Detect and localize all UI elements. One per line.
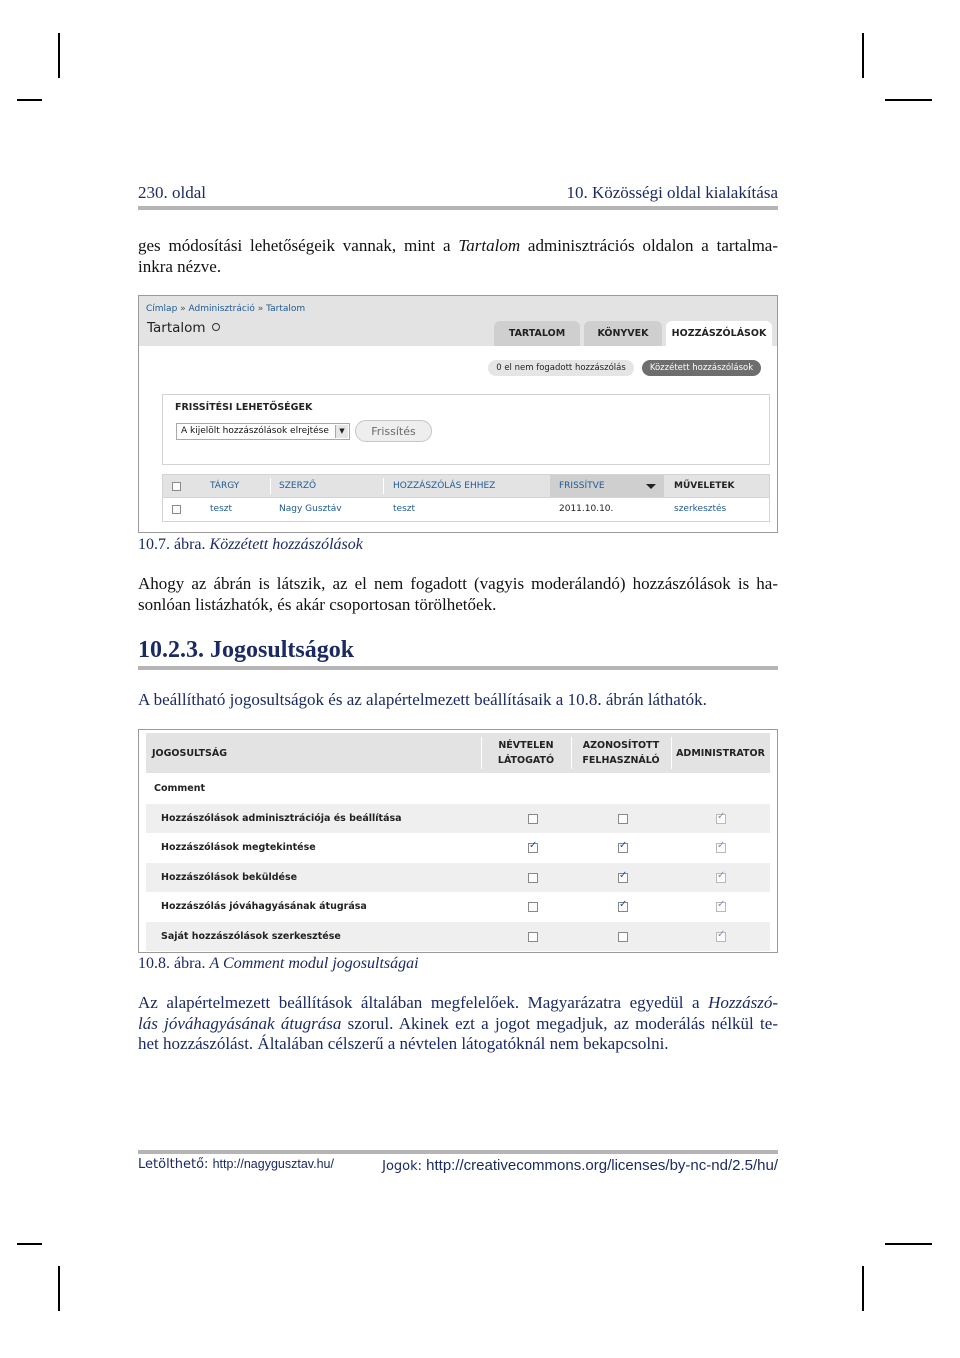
page-title-text: Tartalom <box>147 320 206 336</box>
anonymous-checkbox[interactable] <box>528 873 538 883</box>
crop-mark <box>58 1266 60 1311</box>
administrator-checkbox <box>716 932 726 942</box>
subtab-unapproved-comments[interactable]: 0 el nem fogadott hozzászólás <box>488 360 634 376</box>
text: inkra nézve. <box>138 256 222 276</box>
header-line: NÉVTELEN <box>498 740 554 751</box>
breadcrumb-admin[interactable]: Adminisztráció <box>188 304 255 314</box>
permission-label: Hozzászólások megtekintése <box>161 842 316 853</box>
text: szorul. Akinek ezt a jogot megadjuk, az moderálás nélkül te- <box>341 1013 778 1033</box>
caption-number: 10.8. ábra. <box>138 955 206 972</box>
administrator-checkbox <box>716 843 726 853</box>
header-rule <box>138 206 778 210</box>
permission-label: Hozzászólások beküldése <box>161 871 298 883</box>
permission-row <box>146 892 770 922</box>
section-rule <box>138 666 778 670</box>
crop-mark <box>885 99 932 101</box>
administrator-checkbox <box>716 902 726 912</box>
crop-mark <box>862 1266 864 1311</box>
module-row <box>146 774 770 804</box>
permissions-screenshot <box>138 729 778 953</box>
figure2-caption <box>138 955 419 973</box>
footer-rule <box>138 1150 778 1154</box>
download-link[interactable]: http://nagygusztav.hu/ <box>212 1157 334 1171</box>
rights-label: Jogok: <box>382 1159 427 1174</box>
crop-mark <box>17 1243 42 1245</box>
row-checkbox[interactable] <box>172 505 181 514</box>
page-title <box>147 320 220 336</box>
permission-label: Hozzászólás jóváhagyásának átugrása <box>161 901 367 912</box>
gear-icon[interactable] <box>212 323 220 331</box>
authenticated-checkbox[interactable] <box>618 932 628 942</box>
sort-descending-icon <box>646 484 656 489</box>
download-label: Letölthető: <box>138 1157 213 1172</box>
permission-row <box>146 922 770 952</box>
text: adminisztrációs oldalon a tartalma- <box>520 236 779 255</box>
paragraph-defaults <box>138 993 778 1055</box>
chevron-down-icon: ▼ <box>335 425 348 438</box>
tab-content[interactable]: TARTALOM <box>494 321 580 346</box>
comments-admin-screenshot <box>138 295 778 533</box>
permission-row <box>146 804 770 834</box>
authenticated-checkbox[interactable] <box>618 843 628 853</box>
column-administrator: ADMINISTRATOR <box>676 747 765 759</box>
section-title: Jogosultságok <box>210 637 355 663</box>
rights-link[interactable]: http://creativecommons.org/licenses/by-nc-nd/2.5/hu/ <box>426 1157 778 1174</box>
row-author-link[interactable]: Nagy Gusztáv <box>279 504 342 514</box>
footer-rights <box>382 1157 778 1174</box>
chapter-title: 10. Közösségi oldal kialakítása <box>566 183 778 202</box>
column-author[interactable]: SZERZŐ <box>279 481 317 491</box>
header-line: AZONOSÍTOTT <box>582 740 660 751</box>
breadcrumb-separator: » <box>257 304 264 314</box>
breadcrumb-home[interactable]: Címlap <box>146 304 178 314</box>
tab-books[interactable]: KÖNYVEK <box>584 321 662 346</box>
emphasis: Hozzászó- <box>708 993 778 1012</box>
authenticated-checkbox[interactable] <box>618 873 628 883</box>
update-options-fieldset <box>162 394 770 465</box>
fieldset-legend: FRISSÍTÉSI LEHETŐSÉGEK <box>175 402 313 413</box>
row-edit-link[interactable]: szerkesztés <box>674 504 727 514</box>
page-number: 230. oldal <box>138 183 206 202</box>
column-operations: MŰVELETEK <box>674 481 735 491</box>
emphasis: lás jóváhagyásának átugrása <box>138 1013 342 1033</box>
column-updated[interactable]: FRISSÍTVE <box>550 475 664 497</box>
module-name: Comment <box>154 783 206 794</box>
row-subject-link[interactable]: teszt <box>210 504 233 514</box>
emphasis: Tartalom <box>458 236 521 255</box>
caption-text: Közzétett hozzászólások <box>209 536 363 553</box>
anonymous-checkbox[interactable] <box>528 902 538 912</box>
permissions-intro: A beállítható jogosultságok és az alapértelmezett beállításaik a 10.8. ábrán láthatók. <box>138 690 707 709</box>
permission-label: Hozzászólások adminisztrációja és beállítása <box>161 812 402 824</box>
table-header <box>162 474 770 498</box>
text: Az alapértelmezett beállítások általában megfelelőek. Magyarázatra egyedül a <box>138 993 709 1012</box>
tab-comments[interactable]: HOZZÁSZÓLÁSOK <box>666 321 772 346</box>
text: Ahogy az ábrán is látszik, az el nem fogadott (vagyis moderálandó) hozzászólások is ha- <box>138 574 778 593</box>
permission-label: Saját hozzászólások szerkesztése <box>161 930 341 942</box>
caption-number: 10.7. ábra. <box>138 536 206 553</box>
intro-paragraph <box>138 236 778 277</box>
column-authenticated <box>571 733 671 773</box>
select-value: A kijelölt hozzászólások elrejtése <box>181 426 329 436</box>
column-divider <box>270 478 271 494</box>
column-divider <box>383 478 384 494</box>
crop-mark <box>862 33 864 78</box>
column-subject[interactable]: TÁRGY <box>210 481 240 491</box>
authenticated-checkbox[interactable] <box>618 814 628 824</box>
figure1-caption <box>138 536 363 554</box>
text: sonlóan listázhatók, és akár csoportosan törölhetőek. <box>138 594 497 614</box>
header-line: FELHASZNÁLÓ <box>582 755 660 766</box>
row-posted-in-link[interactable]: teszt <box>393 504 416 514</box>
header-line: LÁTOGATÓ <box>497 755 555 766</box>
column-permission: JOGOSULTSÁG <box>152 747 227 759</box>
administrator-checkbox <box>716 814 726 824</box>
column-anonymous <box>481 733 571 773</box>
breadcrumb-content[interactable]: Tartalom <box>266 304 306 314</box>
footer-download <box>138 1157 334 1172</box>
crop-mark <box>17 99 42 101</box>
text: het hozzászólást. Általában célszerű a névtelen látogatóknál nem bekapcsolni. <box>138 1034 669 1053</box>
text: ges módosítási lehetőségeik vannak, mint a <box>138 236 459 255</box>
breadcrumb-separator: » <box>180 304 186 314</box>
permission-row <box>146 833 770 863</box>
column-posted-in[interactable]: HOZZÁSZÓLÁS EHHEZ <box>393 481 496 491</box>
permissions-table-header <box>146 733 770 773</box>
crop-mark <box>885 1243 932 1245</box>
select-all-checkbox[interactable] <box>172 482 181 491</box>
breadcrumb <box>146 304 305 314</box>
caption-text: A Comment modul jogosultságai <box>209 955 419 972</box>
subtab-published-comments[interactable]: Közzétett hozzászólások <box>642 360 761 376</box>
authenticated-checkbox[interactable] <box>618 902 628 912</box>
operation-select[interactable] <box>176 423 350 440</box>
table-row <box>162 498 770 522</box>
section-heading <box>138 637 354 664</box>
anonymous-checkbox[interactable] <box>528 814 538 824</box>
crop-mark <box>58 33 60 78</box>
refresh-button[interactable]: Frissítés <box>355 420 432 442</box>
permission-row <box>146 863 770 893</box>
paragraph-listing <box>138 574 778 615</box>
anonymous-checkbox[interactable] <box>528 843 538 853</box>
anonymous-checkbox[interactable] <box>528 932 538 942</box>
row-updated: 2011.10.10. <box>559 504 614 514</box>
section-number: 10.2.3. <box>138 637 204 663</box>
administrator-checkbox <box>716 873 726 883</box>
